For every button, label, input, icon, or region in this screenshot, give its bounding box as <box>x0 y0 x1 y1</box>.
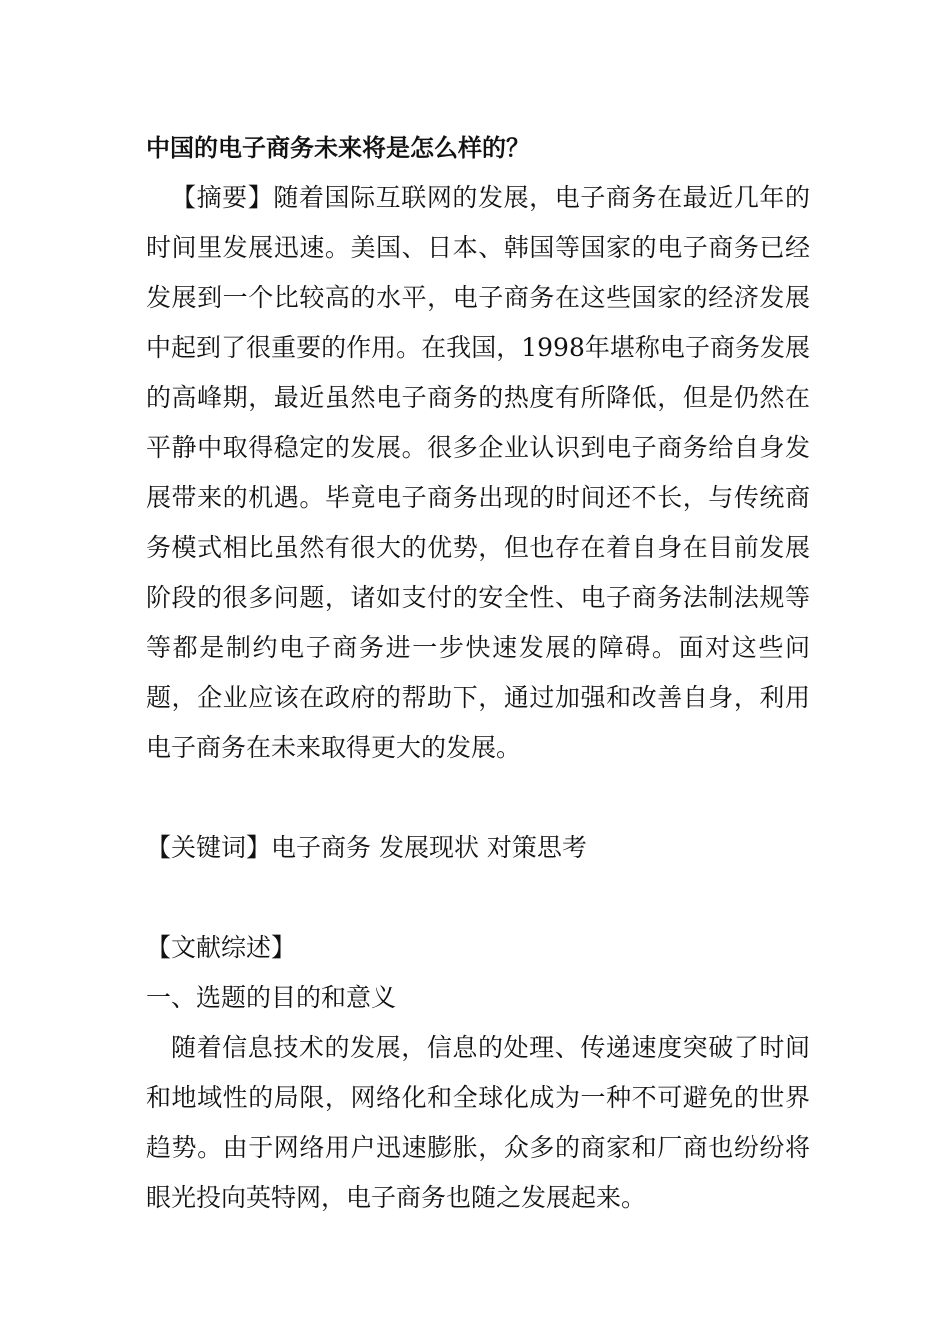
literature-review-heading: 【文献综述】 <box>146 933 297 962</box>
keywords-line: 【关键词】电子商务 发展现状 对策思考 <box>146 833 587 862</box>
section-heading: 一、选题的目的和意义 <box>146 983 397 1012</box>
document-title: 中国的电子商务未来将是怎么样的？ <box>146 134 530 162</box>
document-body <box>146 126 810 1223</box>
section-paragraph: 随着信息技术的发展，信息的处理、传递速度突破了时间和地域性的局限，网络化和全球化成为一种不可避免的世界趋势。由于网络用户迅速膨胀，众多的商家和厂商也纷纷将眼光投向英特网，电子商务也随之发展起来。 <box>146 1033 810 1212</box>
abstract-paragraph: 【摘要】随着国际互联网的发展，电子商务在最近几年的时间里发展迅速。美国、日本、韩国等国家的电子商务已经发展到一个比较高的水平，电子商务在这些国家的经济发展中起到了很重要的作用。在我国，1998年堪称电子商务发展的高峰期，最近虽然电子商务的热度有所降低，但是仍然在平静中取得稳定的发展。很多企业认识到电子商务给自身发展带来的机遇。毕竟电子商务出现的时间还不长，与传统商务模式相比虽然有很大的优势，但也存在着自身在目前发展阶段的很多问题，诸如支付的安全性、电子商务法制法规等等都是制约电子商务进一步快速发展的障碍。面对这些问题，企业应该在政府的帮助下，通过加强和改善自身，利用电子商务在未来取得更大的发展。 <box>146 183 810 762</box>
